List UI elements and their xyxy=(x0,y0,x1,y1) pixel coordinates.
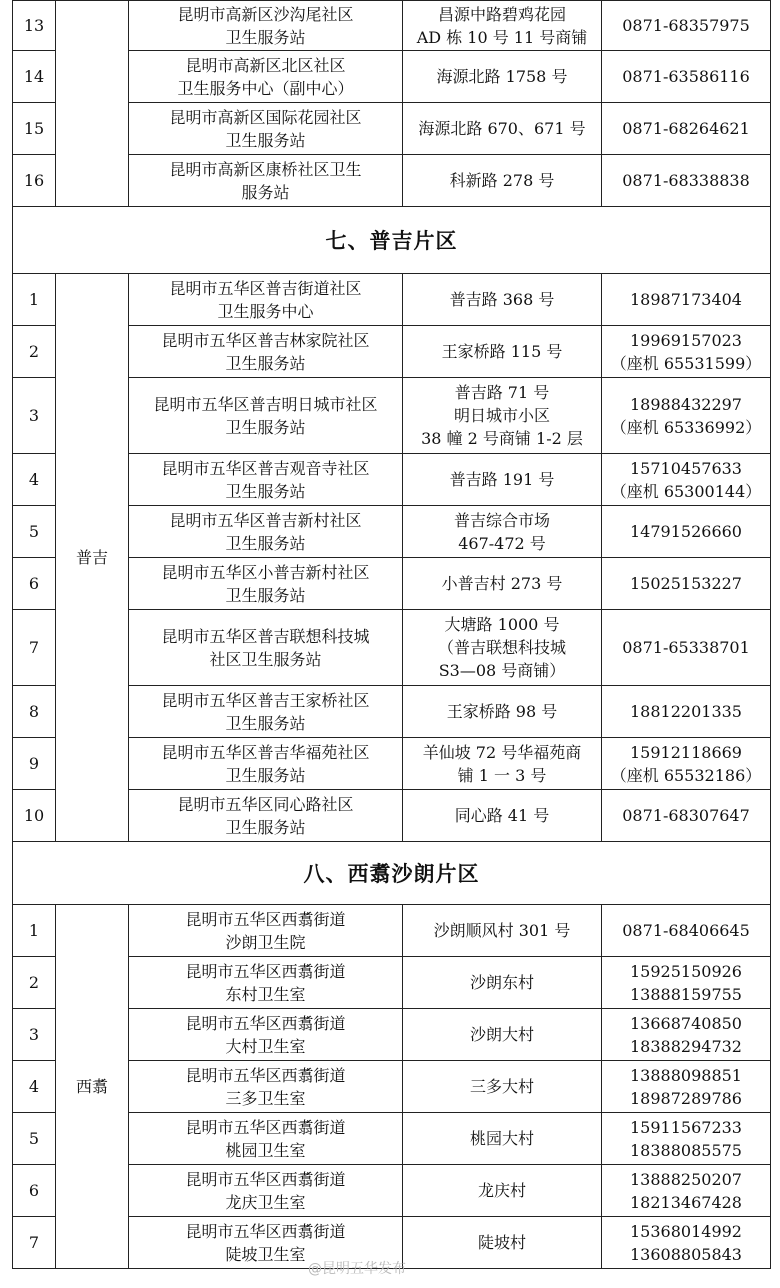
cell-line: 18987173404 xyxy=(630,290,742,309)
cell-line: 大塘路 1000 号 xyxy=(444,615,560,634)
row-number: 10 xyxy=(13,790,56,842)
clinic-name-cell xyxy=(129,454,403,506)
cell-line: 海源北路 670、671 号 xyxy=(418,119,586,138)
row-number: 6 xyxy=(13,1165,56,1217)
clinic-name-cell xyxy=(129,274,403,326)
cell-line: 18213467428 xyxy=(630,1192,742,1212)
cell-line: 昆明市五华区普吉新村社区 xyxy=(169,510,362,530)
row-number: 2 xyxy=(13,957,56,1009)
address-cell xyxy=(403,326,602,378)
cell-line: 卫生服务站 xyxy=(225,353,306,373)
cell-line: S3—08 号商铺） xyxy=(438,661,566,680)
address-cell xyxy=(403,1113,602,1165)
phone-cell xyxy=(602,506,771,558)
cell-line: 昆明市五华区普吉观音寺社区 xyxy=(161,458,370,478)
phone-cell xyxy=(602,790,771,842)
section-header-row xyxy=(13,842,771,905)
cell-line: 大村卫生室 xyxy=(225,1036,306,1056)
cell-line: 昆明市五华区普吉林家院社区 xyxy=(161,330,370,350)
cell-line: 昆明市五华区西翥街道 xyxy=(185,1221,346,1241)
phone-cell xyxy=(602,1061,771,1113)
cell-line: 昆明市高新区康桥社区卫生 xyxy=(169,159,362,179)
cell-line: 15912118669 xyxy=(630,742,742,762)
clinic-name-cell xyxy=(129,610,403,686)
row-number: 8 xyxy=(13,686,56,738)
clinic-name-cell xyxy=(129,155,403,207)
cell-line: 卫生服务站 xyxy=(225,533,306,553)
cell-line: 15710457633 xyxy=(630,458,742,478)
cell-line: 普吉综合市场 xyxy=(453,510,550,530)
row-number: 14 xyxy=(13,51,56,103)
cell-line: 13888250207 xyxy=(630,1169,742,1189)
cell-line: （座机 65531599） xyxy=(610,353,762,373)
row-number: 15 xyxy=(13,103,56,155)
cell-line: （座机 65336992） xyxy=(610,417,762,437)
table-row xyxy=(13,1,771,51)
cell-line: 昆明市五华区小普吉新村社区 xyxy=(161,562,370,582)
row-number: 1 xyxy=(13,905,56,957)
row-number: 7 xyxy=(13,610,56,686)
clinic-name-cell xyxy=(129,686,403,738)
cell-line: 海源北路 1758 号 xyxy=(436,67,568,86)
row-number: 5 xyxy=(13,1113,56,1165)
clinic-name-cell xyxy=(129,1,403,51)
cell-line: 羊仙坡 72 号华福苑商 xyxy=(422,742,582,762)
clinic-name-cell xyxy=(129,1113,403,1165)
section-title: 八、西翥沙朗片区 xyxy=(13,842,771,905)
phone-cell xyxy=(602,686,771,738)
cell-line: 卫生服务站 xyxy=(225,27,306,47)
cell-line: 桃园大村 xyxy=(469,1129,534,1148)
cell-line: 昆明市五华区西翥街道 xyxy=(185,1065,346,1085)
address-cell xyxy=(403,686,602,738)
cell-line: 王家桥路 98 号 xyxy=(446,702,558,721)
cell-line: 15925150926 xyxy=(630,961,742,981)
cell-line: 科新路 278 号 xyxy=(449,171,555,190)
table-body xyxy=(13,1,771,1269)
cell-line: 昆明市五华区普吉明日城市社区 xyxy=(153,394,378,414)
cell-line: 卫生服务站 xyxy=(225,130,306,150)
cell-line: 沙朗东村 xyxy=(469,973,534,992)
cell-line: 王家桥路 115 号 xyxy=(441,342,563,361)
address-cell xyxy=(403,155,602,207)
cell-line: 沙朗顺风村 301 号 xyxy=(433,921,571,940)
cell-line: 卫生服务中心（副中心） xyxy=(177,78,354,98)
cell-line: 小普吉村 273 号 xyxy=(441,574,563,593)
address-cell xyxy=(403,454,602,506)
cell-line: AD 栋 10 号 11 号商铺 xyxy=(416,27,588,47)
cell-line: 龙庆村 xyxy=(477,1181,526,1200)
row-number: 5 xyxy=(13,506,56,558)
phone-cell xyxy=(602,1009,771,1061)
cell-line: 铺 1 一 3 号 xyxy=(457,765,547,785)
cell-line: （座机 65300144） xyxy=(610,481,762,501)
cell-line: 社区卫生服务站 xyxy=(209,649,322,669)
address-cell xyxy=(403,558,602,610)
phone-cell xyxy=(602,155,771,207)
clinic-name-cell xyxy=(129,1061,403,1113)
cell-line: 昆明市五华区普吉华福苑社区 xyxy=(161,742,370,762)
cell-line: 陡坡村 xyxy=(477,1233,526,1252)
area-cell: 西翥 xyxy=(56,905,129,1269)
phone-cell xyxy=(602,558,771,610)
cell-line: 18987289786 xyxy=(630,1088,742,1108)
cell-line: 同心路 41 号 xyxy=(454,806,550,825)
cell-line: 38 幢 2 号商铺 1-2 层 xyxy=(421,429,583,448)
clinic-name-cell xyxy=(129,558,403,610)
address-cell xyxy=(403,790,602,842)
cell-line: 0871-63586116 xyxy=(622,67,750,86)
phone-cell xyxy=(602,454,771,506)
cell-line: （普吉联想科技城 xyxy=(437,638,566,657)
row-number: 16 xyxy=(13,155,56,207)
cell-line: 卫生服务站 xyxy=(225,417,306,437)
cell-line: 0871-68307647 xyxy=(622,806,750,825)
phone-cell xyxy=(602,957,771,1009)
cell-line: 卫生服务站 xyxy=(225,585,306,605)
cell-line: 卫生服务站 xyxy=(225,481,306,501)
clinic-name-cell xyxy=(129,905,403,957)
row-number: 7 xyxy=(13,1217,56,1269)
cell-line: 13608805843 xyxy=(630,1244,742,1264)
phone-cell xyxy=(602,610,771,686)
phone-cell xyxy=(602,1,771,51)
cell-line: 卫生服务站 xyxy=(225,817,306,837)
clinic-name-cell xyxy=(129,957,403,1009)
address-cell xyxy=(403,957,602,1009)
address-cell xyxy=(403,1009,602,1061)
cell-line: 昆明市五华区普吉联想科技城 xyxy=(161,626,370,646)
cell-line: 明日城市小区 xyxy=(453,406,550,425)
cell-line: 14791526660 xyxy=(630,522,742,541)
cell-line: 0871-68406645 xyxy=(622,921,750,940)
clinic-name-cell xyxy=(129,378,403,454)
address-cell xyxy=(403,905,602,957)
cell-line: 昆明市高新区沙沟尾社区 xyxy=(177,4,354,24)
address-cell xyxy=(403,1,602,51)
cell-line: 昆明市五华区西翥街道 xyxy=(185,1169,346,1189)
phone-cell xyxy=(602,905,771,957)
cell-line: 19969157023 xyxy=(630,330,742,350)
row-number: 9 xyxy=(13,738,56,790)
phone-cell xyxy=(602,1113,771,1165)
clinic-name-cell xyxy=(129,506,403,558)
address-cell xyxy=(403,274,602,326)
cell-line: 桃园卫生室 xyxy=(225,1140,306,1160)
cell-line: 15911567233 xyxy=(630,1117,742,1137)
area-cell: 普吉 xyxy=(56,274,129,842)
clinic-directory-table-container xyxy=(12,0,770,1269)
row-number: 6 xyxy=(13,558,56,610)
phone-cell xyxy=(602,1217,771,1269)
address-cell xyxy=(403,51,602,103)
cell-line: 服务站 xyxy=(241,182,290,202)
cell-line: 陡坡卫生室 xyxy=(225,1244,306,1264)
row-number: 4 xyxy=(13,1061,56,1113)
cell-line: 普吉路 71 号 xyxy=(454,383,550,402)
address-cell xyxy=(403,1061,602,1113)
cell-line: 昆明市五华区普吉街道社区 xyxy=(169,278,362,298)
watermark: @昆明五华发布 xyxy=(308,1261,406,1277)
table-row xyxy=(13,274,771,326)
cell-line: 昆明市高新区北区社区 xyxy=(185,55,346,75)
clinic-name-cell xyxy=(129,738,403,790)
cell-line: 昆明市五华区普吉王家桥社区 xyxy=(161,690,370,710)
clinic-directory-table xyxy=(12,0,771,1269)
cell-line: 卫生服务中心 xyxy=(217,301,314,321)
row-number: 3 xyxy=(13,1009,56,1061)
address-cell xyxy=(403,378,602,454)
address-cell xyxy=(403,1165,602,1217)
address-cell xyxy=(403,506,602,558)
cell-line: 昆明市五华区西翥街道 xyxy=(185,909,346,929)
cell-line: 卫生服务站 xyxy=(225,765,306,785)
cell-line: 467-472 号 xyxy=(458,533,546,553)
row-number: 13 xyxy=(13,1,56,51)
cell-line: 0871-68264621 xyxy=(622,119,750,138)
cell-line: 0871-65338701 xyxy=(622,638,750,657)
phone-cell xyxy=(602,103,771,155)
table-row xyxy=(13,905,771,957)
area-cell xyxy=(56,1,129,207)
cell-line: 13888159755 xyxy=(630,984,742,1004)
cell-line: 15025153227 xyxy=(630,574,742,593)
row-number: 3 xyxy=(13,378,56,454)
phone-cell xyxy=(602,326,771,378)
address-cell xyxy=(403,610,602,686)
clinic-name-cell xyxy=(129,51,403,103)
cell-line: 18388085575 xyxy=(630,1140,742,1160)
row-number: 2 xyxy=(13,326,56,378)
section-header-row xyxy=(13,207,771,274)
phone-cell xyxy=(602,51,771,103)
clinic-name-cell xyxy=(129,790,403,842)
clinic-name-cell xyxy=(129,326,403,378)
cell-line: 18388294732 xyxy=(630,1036,742,1056)
cell-line: 普吉路 368 号 xyxy=(449,290,555,309)
cell-line: 沙朗大村 xyxy=(469,1025,534,1044)
address-cell xyxy=(403,103,602,155)
cell-line: 昆明市五华区西翥街道 xyxy=(185,1117,346,1137)
cell-line: 13888098851 xyxy=(630,1065,742,1085)
cell-line: 昌源中路碧鸡花园 xyxy=(437,4,566,24)
cell-line: 三多大村 xyxy=(469,1077,534,1096)
cell-line: 15368014992 xyxy=(630,1221,742,1241)
phone-cell xyxy=(602,378,771,454)
phone-cell xyxy=(602,738,771,790)
cell-line: 18812201335 xyxy=(630,702,742,721)
clinic-name-cell xyxy=(129,103,403,155)
address-cell xyxy=(403,738,602,790)
cell-line: 昆明市五华区西翥街道 xyxy=(185,961,346,981)
cell-line: 昆明市高新区国际花园社区 xyxy=(169,107,362,127)
cell-line: 龙庆卫生室 xyxy=(225,1192,306,1212)
cell-line: 普吉路 191 号 xyxy=(449,470,555,489)
cell-line: 东村卫生室 xyxy=(225,984,306,1004)
row-number: 1 xyxy=(13,274,56,326)
cell-line: 13668740850 xyxy=(630,1013,742,1033)
cell-line: 昆明市五华区同心路社区 xyxy=(177,794,354,814)
cell-line: 卫生服务站 xyxy=(225,713,306,733)
cell-line: 沙朗卫生院 xyxy=(225,932,306,952)
section-title: 七、普吉片区 xyxy=(13,207,771,274)
clinic-name-cell xyxy=(129,1009,403,1061)
phone-cell xyxy=(602,274,771,326)
cell-line: （座机 65532186） xyxy=(610,765,762,785)
clinic-name-cell xyxy=(129,1165,403,1217)
address-cell xyxy=(403,1217,602,1269)
cell-line: 三多卫生室 xyxy=(225,1088,306,1108)
cell-line: 0871-68357975 xyxy=(622,16,750,35)
cell-line: 18988432297 xyxy=(630,394,742,414)
phone-cell xyxy=(602,1165,771,1217)
row-number: 4 xyxy=(13,454,56,506)
cell-line: 0871-68338838 xyxy=(622,171,750,190)
cell-line: 昆明市五华区西翥街道 xyxy=(185,1013,346,1033)
